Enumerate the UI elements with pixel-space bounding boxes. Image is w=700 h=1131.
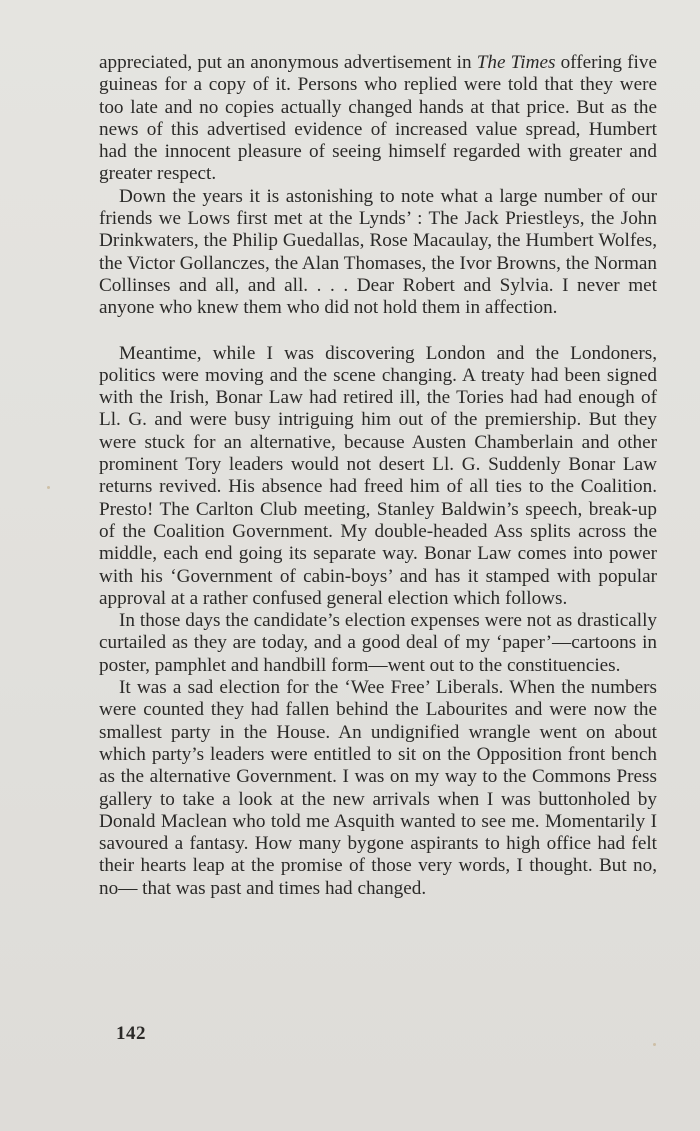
paper-speck	[653, 1043, 656, 1046]
paragraph: In those days the candidate’s election expenses were not as drastically curtailed as they are today, and a good deal of my ‘paper’—cartoons in poster, pamphlet and handbill form—went out to the constituencies.	[99, 610, 657, 676]
paragraph: Down the years it is astonishing to note what a large number of our friends we Lows first met at the Lynds’ : The Jack Priestleys, the John Drinkwaters, the Philip Guedallas, Rose Macaulay, the Humbert Wolfes, the Victor Gollanczes, the Alan Thomases, the Ivor Browns, the Norman Collinses and all, and all. . . . Dear Robert and Sylvia. I never met anyone who knew them who did not hold them in affection.	[99, 185, 657, 319]
page-number: 142	[116, 1023, 146, 1044]
paragraph-continued	[99, 52, 657, 186]
body-text	[99, 52, 657, 900]
paper-speck	[47, 486, 50, 489]
paragraph: It was a sad election for the ‘Wee Free’ Liberals. When the numbers were counted they had fallen behind the Labourites and were now the smallest party in the House. An undignified wrangle went on about which party’s leaders were entitled to sit on the Opposition front bench as the alternative Government. I was on my way to the Commons Press gallery to take a look at the new arrivals when I was buttonholed by Donald Maclean who told me Asquith wanted to see me. Momentarily I savoured a fantasy. How many bygone aspirants to high office had felt their hearts leap at the promise of those very words, I thought. But no, no— that was past and times had changed.	[99, 677, 657, 899]
paragraph-text: appreciated, put an anonymous advertisement in	[99, 52, 477, 73]
newspaper-title: The Times	[476, 52, 556, 73]
paragraph: Meantime, while I was discovering London and the Londoners, politics were moving and the scene changing. A treaty had been signed with the Irish, Bonar Law had retired ill, the Tories had had enough of Ll. G. and were busy intriguing him out of the premiership. But they were stuck for an alternative, because Austen Chamberlain and other prominent Tory leaders would not desert Ll. G. Suddenly Bonar Law returns revived. His absence had freed him of all ties to the Coalition. Presto! The Carlton Club meeting, Stanley Baldwin’s speech, break-up of the Coalition Government. My double-headed Ass splits across the middle, each end going its separate way. Bonar Law comes into power with his ‘Government of cabin-boys’ and has it stamped with popular approval at a rather confused general election which follows.	[99, 342, 657, 609]
paragraph-text: offering five guineas for a copy of it. Persons who replied were told that they were too late and no copies actually changed hands at that price. But as the news of this advertised evidence of increased value spread, Humbert had the innocent pleasure of seeing himself regarded with greater and greater respect.	[99, 52, 658, 185]
